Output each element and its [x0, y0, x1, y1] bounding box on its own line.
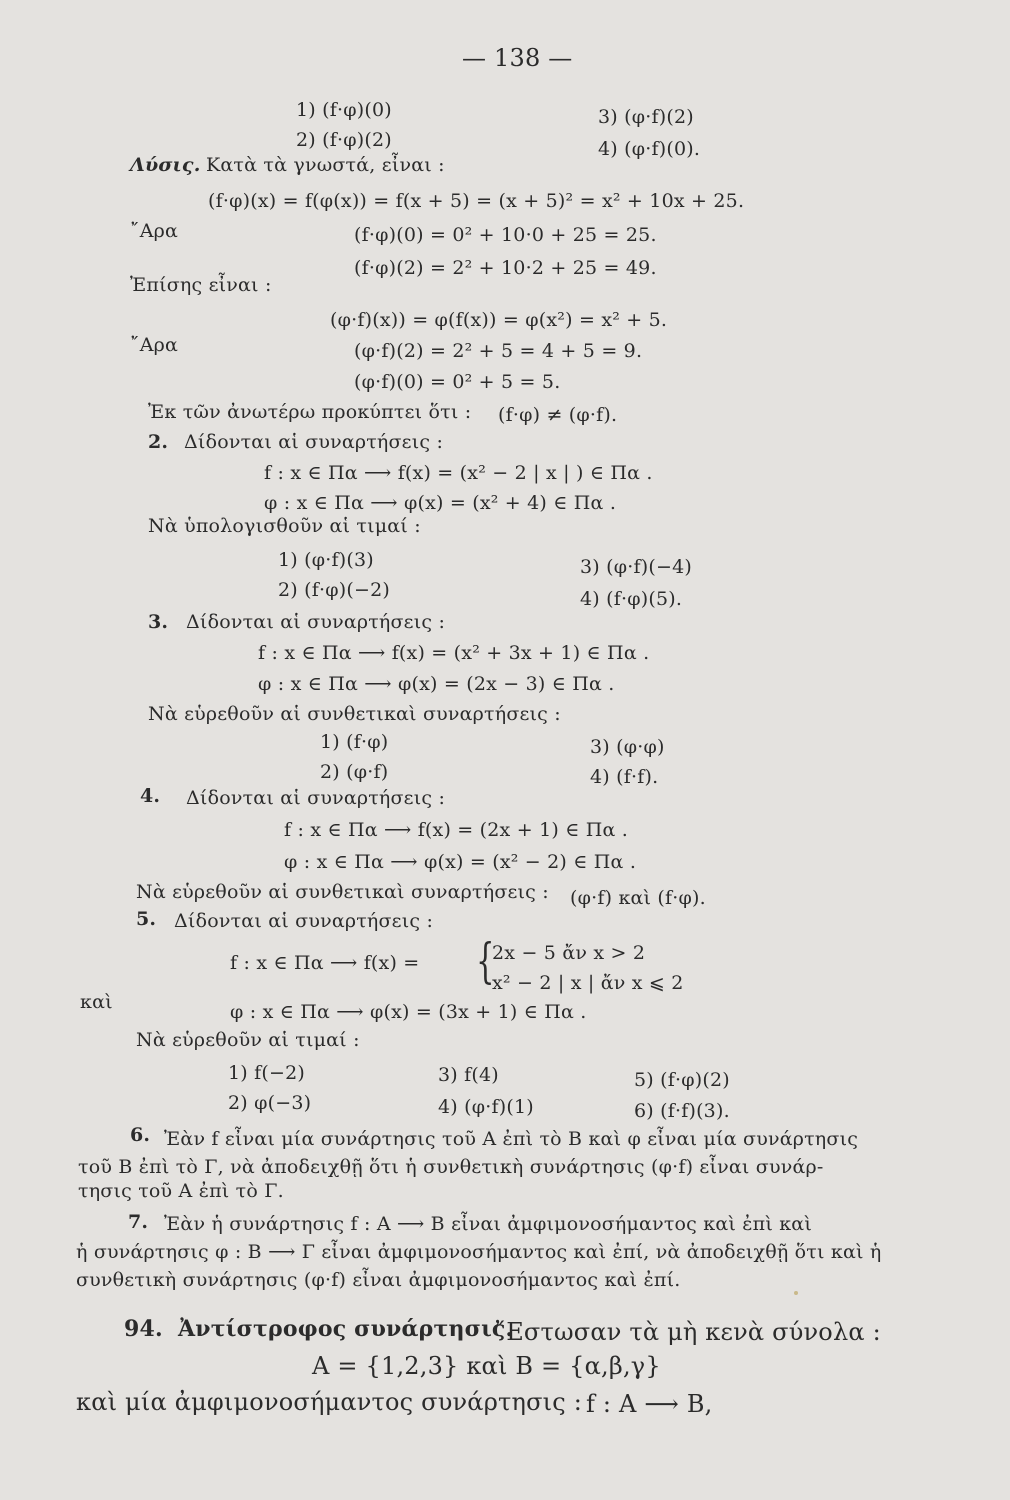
ex1-line-4: (φ·f)(x)) = φ(f(x)) = φ(x²) = x² + 5.: [330, 309, 668, 331]
section-94-last: καὶ μία ἀμφιμονοσήμαντος συνάρτησις :: [76, 1388, 583, 1416]
ara-label-2: ῎Αρα: [130, 334, 179, 356]
ex5-item-1: 1) f(−2): [228, 1062, 306, 1084]
ex7-line-3: συνθετικὴ συνάρτησις (φ·f) εἶναι ἀμφιμονοσήμαντος καὶ ἐπί.: [76, 1269, 681, 1291]
section-94-last-formula: f : Α ⟶ Β,: [586, 1390, 713, 1418]
ex1-item-1: 1) (f·φ)(0): [296, 99, 392, 121]
ex5-number: 5.: [136, 908, 157, 930]
ex5-item-3: 3) f(4): [438, 1064, 499, 1086]
section-94-sets: Α = {1,2,3} καὶ Β = {α,β,γ}: [312, 1352, 661, 1380]
ex6-line-2: τοῦ Β ἐπὶ τὸ Γ, νὰ ἀποδειχθῇ ὅτι ἡ συνθετικὴ συνάρτησις (φ·f) εἶναι συνάρ-: [78, 1156, 824, 1178]
ex7-line-1: Ἐὰν ἡ συνάρτησις f : Α ⟶ Β εἶναι ἀμφιμονοσήμαντος καὶ ἐπὶ καὶ: [164, 1213, 812, 1235]
ex2-item-3: 3) (φ·f)(−4): [580, 556, 692, 578]
ex1-conclusion: Ἐκ τῶν ἀνωτέρω προκύπτει ὅτι :: [148, 401, 472, 423]
ex4-ask-formula: (φ·f) καὶ (f·φ).: [570, 887, 706, 909]
ex1-line-1: (f·φ)(x) = f(φ(x)) = f(x + 5) = (x + 5)² = x² + 10x + 25.: [208, 190, 745, 212]
ex6-line-3: τησις τοῦ Α ἐπὶ τὸ Γ.: [78, 1180, 284, 1202]
ex4-number: 4.: [140, 785, 161, 807]
ex2-text: Δίδονται αἱ συναρτήσεις :: [184, 431, 444, 453]
ex1-line-6: (φ·f)(0) = 0² + 5 = 5.: [354, 371, 561, 393]
ex1-item-3: 3) (φ·f)(2): [598, 106, 694, 128]
ex1-line-3: (f·φ)(2) = 2² + 10·2 + 25 = 49.: [354, 257, 657, 279]
ex5-case-2: x² − 2 | x | ἄν x ⩽ 2: [492, 972, 684, 994]
ex5-item-4: 4) (φ·f)(1): [438, 1096, 534, 1118]
ex1-item-4: 4) (φ·f)(0).: [598, 138, 701, 160]
ex2-item-2: 2) (f·φ)(−2): [278, 579, 390, 601]
ex1-item-2: 2) (f·φ)(2): [296, 129, 392, 151]
ex3-ask: Νὰ εὑρεθοῦν αἱ συνθετικαὶ συναρτήσεις :: [148, 703, 561, 725]
ex3-text: Δίδονται αἱ συναρτήσεις :: [186, 611, 446, 633]
ex3-item-2: 2) (φ·f): [320, 761, 389, 783]
solution-intro: Κατὰ τὰ γνωστά, εἶναι :: [206, 154, 445, 176]
ex4-phi-definition: φ : x ∈ Πα ⟶ φ(x) = (x² − 2) ∈ Πα .: [284, 851, 637, 873]
ex3-item-4: 4) (f·f).: [590, 766, 659, 788]
ex7-number: 7.: [128, 1211, 149, 1233]
paper-speck: [794, 1291, 798, 1295]
ex4-f-definition: f : x ∈ Πα ⟶ f(x) = (2x + 1) ∈ Πα .: [284, 819, 628, 841]
ex5-phi-definition: φ : x ∈ Πα ⟶ φ(x) = (3x + 1) ∈ Πα .: [230, 1001, 587, 1023]
episis-label: Ἐπίσης εἶναι :: [130, 274, 272, 296]
ex1-line-5: (φ·f)(2) = 2² + 5 = 4 + 5 = 9.: [354, 340, 643, 362]
ex5-cases-brace: {: [476, 933, 495, 989]
ex5-item-6: 6) (f·f)(3).: [634, 1100, 730, 1122]
ex5-f-definition: f : x ∈ Πα ⟶ f(x) =: [230, 952, 420, 974]
section-94-title: Ἀντίστροφος συνάρτησις.: [178, 1316, 514, 1342]
ara-label-1: ῎Αρα: [130, 220, 179, 242]
ex5-kai: καὶ: [80, 991, 113, 1013]
ex2-number: 2.: [148, 431, 169, 453]
solution-label: Λύσις.: [130, 154, 201, 176]
ex2-f-definition: f : x ∈ Πα ⟶ f(x) = (x² − 2 | x | ) ∈ Πα .: [264, 462, 653, 484]
ex5-case-1: 2x − 5 ἄν x > 2: [492, 942, 646, 964]
ex4-ask: Νὰ εὑρεθοῦν αἱ συνθετικαὶ συναρτήσεις :: [136, 881, 549, 903]
section-94-intro: ῎Εστωσαν τὰ μὴ κενὰ σύνολα :: [494, 1318, 881, 1346]
ex3-f-definition: f : x ∈ Πα ⟶ f(x) = (x² + 3x + 1) ∈ Πα .: [258, 642, 650, 664]
ex2-item-4: 4) (f·φ)(5).: [580, 588, 683, 610]
ex3-item-3: 3) (φ·φ): [590, 736, 665, 758]
ex3-item-1: 1) (f·φ): [320, 731, 389, 753]
ex2-ask: Νὰ ὑπολογισθοῦν αἱ τιμαί :: [148, 515, 421, 537]
ex6-number: 6.: [130, 1124, 151, 1146]
ex2-phi-definition: φ : x ∈ Πα ⟶ φ(x) = (x² + 4) ∈ Πα .: [264, 492, 617, 514]
ex1-line-2: (f·φ)(0) = 0² + 10·0 + 25 = 25.: [354, 224, 657, 246]
ex5-item-5: 5) (f·φ)(2): [634, 1069, 730, 1091]
ex1-conclusion-formula: (f·φ) ≠ (φ·f).: [498, 404, 618, 426]
ex5-item-2: 2) φ(−3): [228, 1092, 312, 1114]
ex3-number: 3.: [148, 611, 169, 633]
ex2-item-1: 1) (φ·f)(3): [278, 549, 374, 571]
ex5-ask: Νὰ εὑρεθοῦν αἱ τιμαί :: [136, 1029, 360, 1051]
ex5-text: Δίδονται αἱ συναρτήσεις :: [174, 910, 434, 932]
section-94-number: 94.: [124, 1316, 163, 1342]
page-number: — 138 —: [462, 44, 573, 72]
ex7-line-2: ἡ συνάρτησις φ : Β ⟶ Γ εἶναι ἀμφιμονοσήμαντος καὶ ἐπί, νὰ ἀποδειχθῇ ὅτι καὶ ἡ: [76, 1241, 882, 1263]
ex3-phi-definition: φ : x ∈ Πα ⟶ φ(x) = (2x − 3) ∈ Πα .: [258, 673, 615, 695]
ex6-line-1: Ἐὰν f εἶναι μία συνάρτησις τοῦ Α ἐπὶ τὸ Β καὶ φ εἶναι μία συνάρτησις: [164, 1128, 859, 1150]
ex4-text: Δίδονται αἱ συναρτήσεις :: [186, 787, 446, 809]
